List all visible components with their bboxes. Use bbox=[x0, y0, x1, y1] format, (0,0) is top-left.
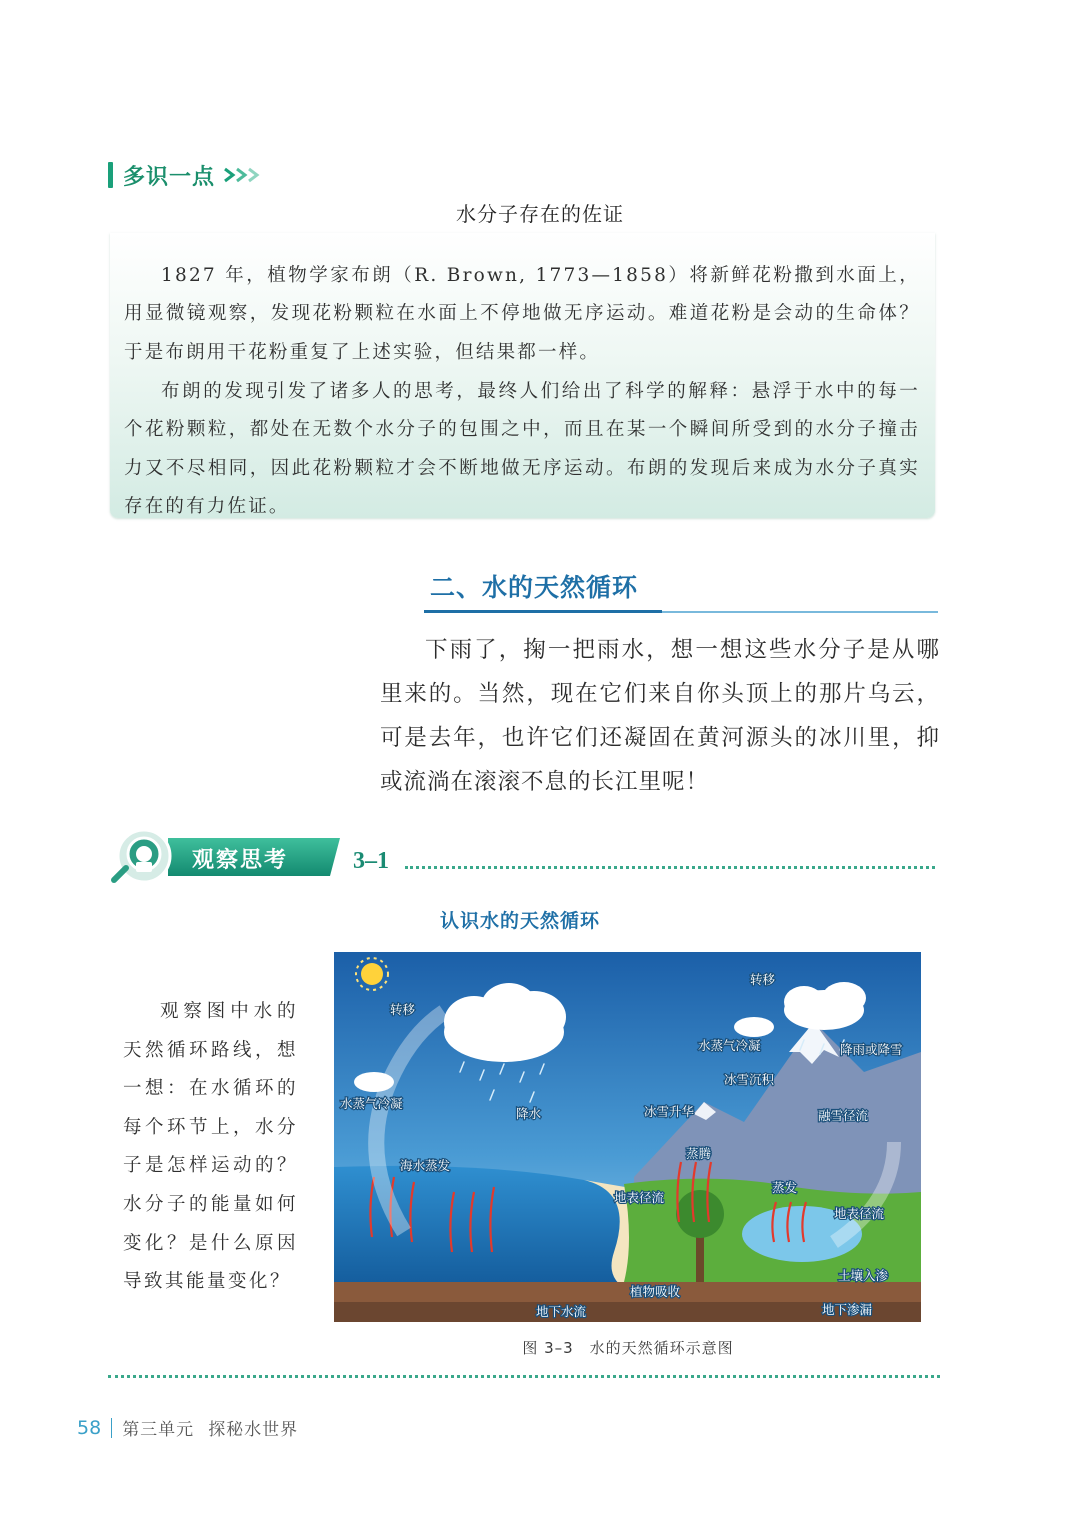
figure-caption: 图 3–3 水的天然循环示意图 bbox=[522, 1339, 734, 1357]
water-cycle-diagram bbox=[334, 952, 921, 1322]
fig-label: 土壤入渗 bbox=[838, 1268, 889, 1283]
fig-label: 地表径流 bbox=[834, 1206, 885, 1221]
section-underline-accent bbox=[424, 610, 662, 613]
fig-label: 转移 bbox=[750, 972, 776, 987]
page-number: 58 bbox=[77, 1416, 102, 1439]
fig-label: 地下渗漏 bbox=[822, 1302, 873, 1317]
extra-knowledge-box bbox=[110, 233, 935, 518]
heading-bar bbox=[108, 162, 113, 188]
activity-title: 认识水的天然循环 bbox=[439, 910, 600, 932]
dotted-divider bbox=[405, 866, 935, 873]
fig-label: 转移 bbox=[390, 1002, 416, 1017]
fig-label: 蒸腾 bbox=[686, 1146, 712, 1161]
footer-separator bbox=[111, 1418, 112, 1438]
page-footer bbox=[77, 1415, 298, 1440]
info-paragraph: 1827 年，植物学家布朗（R. Brown, 1773—1858）将新鲜花粉撒到水面上，用显微镜观察，发现花粉颗粒在水面上不停地做无序运动。难道花粉是会动的生命体？于是布朗用干花粉重复了上述实验，但结果都一样。 bbox=[124, 264, 920, 363]
observe-question: 观察图中水的天然循环路线，想一想：在水循环的每个环节上，水分子是怎样运动的？水分子的能量如何变化？是什么原因导致其能量变化？ bbox=[123, 1001, 298, 1293]
fig-label: 蒸发 bbox=[772, 1180, 798, 1195]
section-intro: 下雨了，掬一把雨水，想一想这些水分子是从哪里来的。当然，现在它们来自你头顶上的那片乌云，可是去年，也许它们还凝固在黄河源头的冰川里，抑或流淌在滚滚不息的长江里呢！ bbox=[380, 637, 940, 795]
fig-label: 融雪径流 bbox=[818, 1108, 869, 1123]
fig-label: 地表径流 bbox=[614, 1190, 665, 1205]
fig-label: 水蒸气冷凝 bbox=[698, 1038, 761, 1053]
activity-number: 3–1 bbox=[353, 848, 389, 874]
section-title: 二、水的天然循环 bbox=[430, 573, 639, 602]
fig-label: 水蒸气冷凝 bbox=[340, 1096, 403, 1111]
fig-label: 降水 bbox=[516, 1106, 542, 1121]
unit-topic: 探秘水世界 bbox=[208, 1420, 299, 1440]
unit-label: 第三单元 bbox=[122, 1420, 195, 1440]
observe-label: 观察思考 bbox=[192, 848, 289, 873]
info-paragraph: 布朗的发现引发了诸多人的思考，最终人们给出了科学的解释：悬浮于水中的每一个花粉颗粒，都处在无数个水分子的包围之中，而且在某一个瞬间所受到的水分子撞击力又不尽相同，因此花粉颗粒才会不断地做无序运动。布朗的发现后来成为水分子真实存在的有力佐证。 bbox=[124, 380, 920, 517]
dotted-divider bbox=[108, 1375, 940, 1378]
extra-knowledge-heading bbox=[108, 158, 259, 192]
fig-label: 降雨或降雪 bbox=[840, 1042, 903, 1057]
triple-chevron-icon bbox=[223, 167, 259, 183]
fig-label: 冰雪升华 bbox=[644, 1104, 695, 1119]
fig-label: 植物吸收 bbox=[630, 1284, 681, 1299]
fig-label: 海水蒸发 bbox=[400, 1158, 451, 1173]
extra-knowledge-label: 多识一点 bbox=[123, 164, 216, 190]
box-title: 水分子存在的佐证 bbox=[456, 202, 624, 226]
fig-label: 地下水流 bbox=[536, 1304, 587, 1319]
fig-label: 冰雪沉积 bbox=[724, 1072, 775, 1087]
